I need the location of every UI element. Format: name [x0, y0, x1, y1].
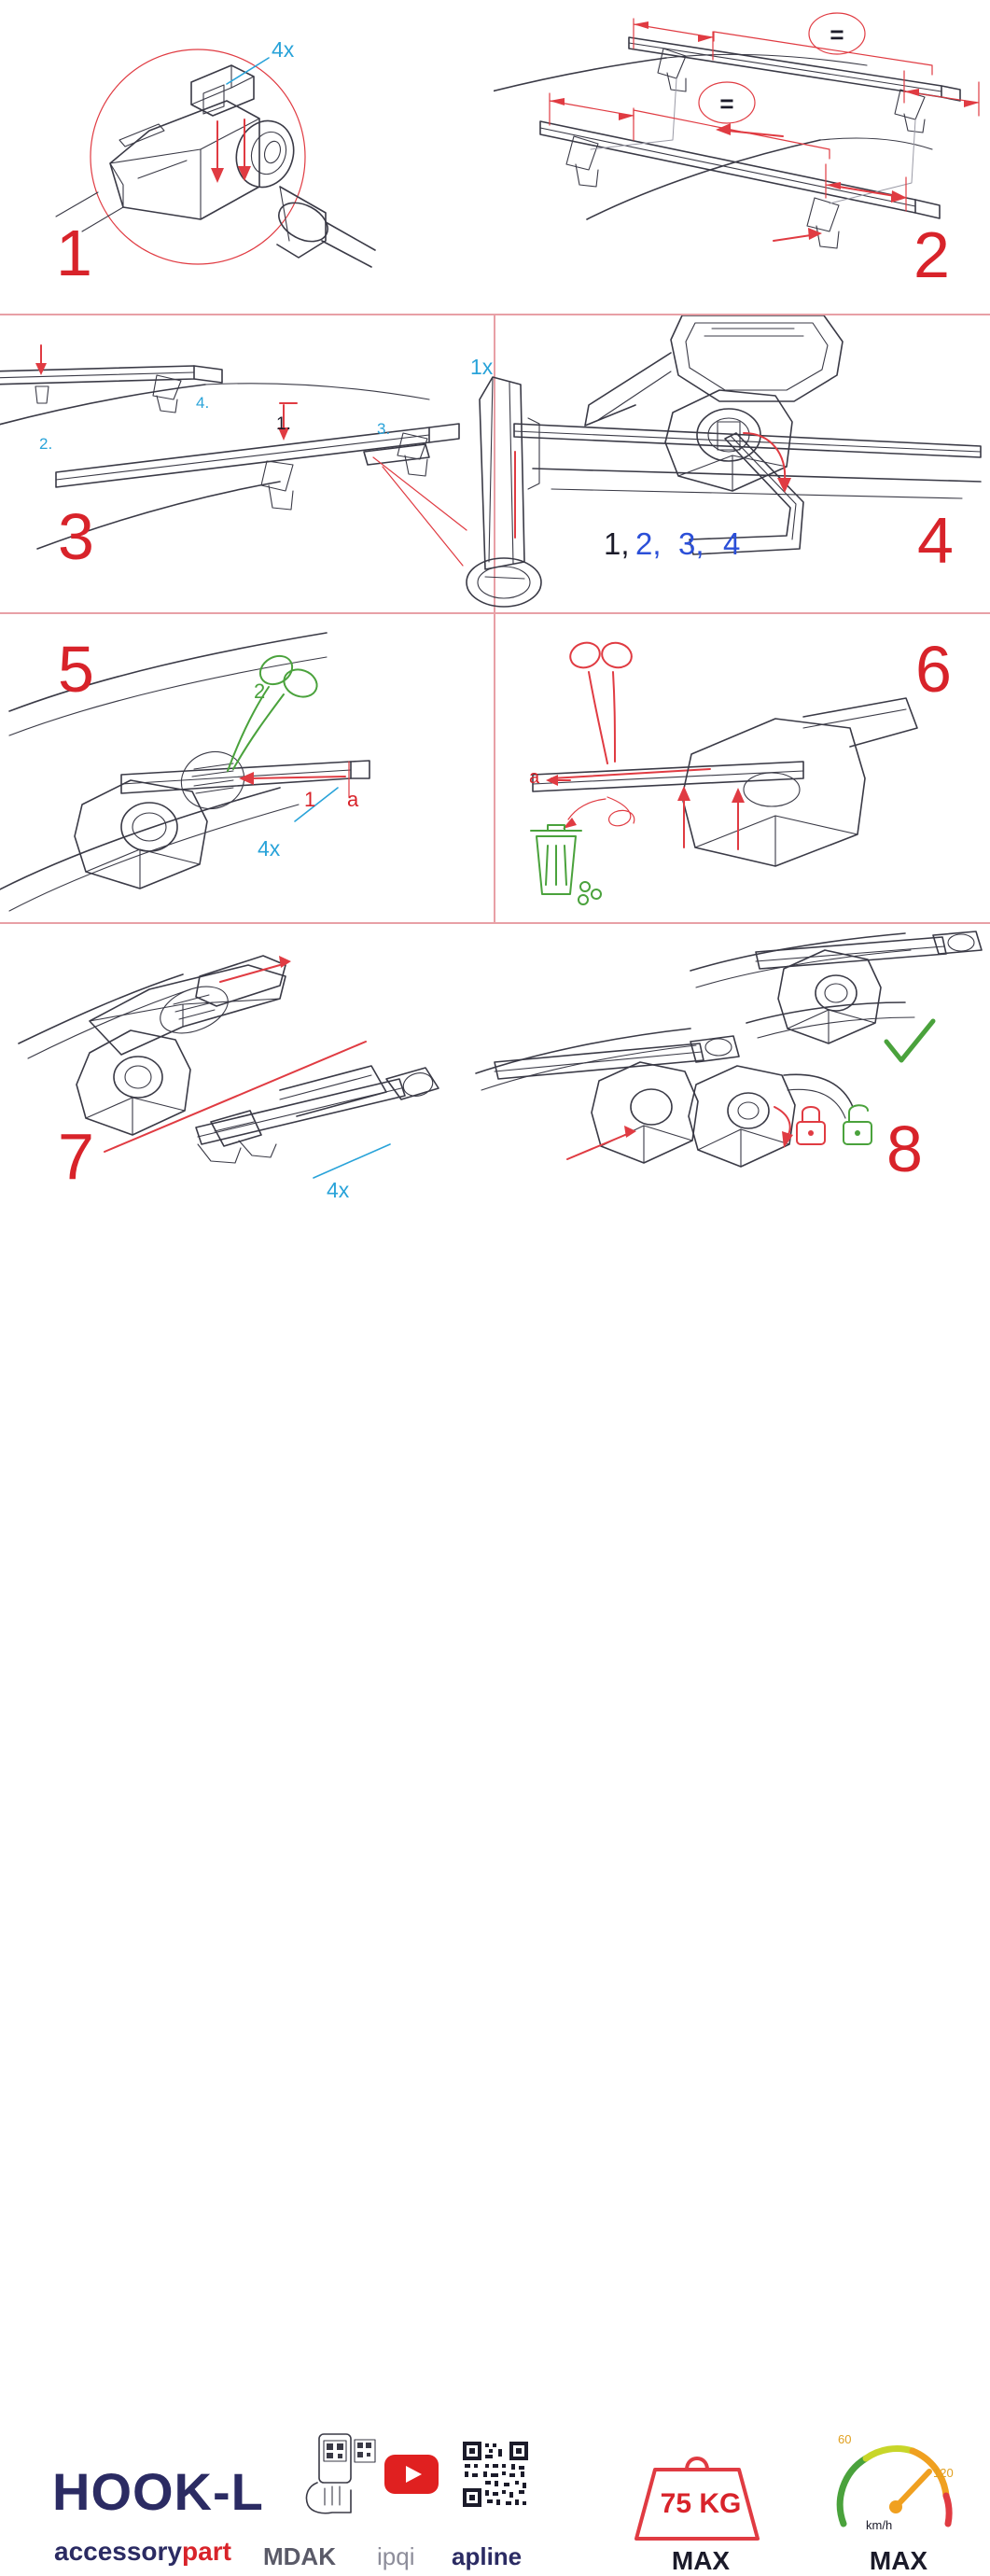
- partner-ipqi: ipqi: [377, 2542, 415, 2570]
- step-3-label-2: 2.: [39, 435, 53, 453]
- step-3-callout-1x: 1x: [470, 355, 494, 379]
- step-3-panel: [0, 315, 494, 612]
- step-1-callout-4x: 4x: [272, 37, 295, 62]
- step-5-label-a: a: [347, 788, 359, 811]
- step-5-label-1: 1: [304, 788, 316, 811]
- step-3-label-3: 3.: [377, 420, 391, 438]
- step-4-panel: [495, 315, 990, 612]
- step-3-label-1: 1.: [276, 414, 291, 434]
- step-5-panel: [0, 614, 494, 922]
- speedometer-icon: [830, 2438, 961, 2537]
- step-4-illustration: [495, 315, 990, 612]
- brand-tagline-accent: part: [182, 2537, 231, 2566]
- step-4-seq-2: 2,: [635, 526, 662, 561]
- qr-code-icon: [461, 2440, 530, 2509]
- step-5-label-2: 2: [254, 679, 266, 703]
- step-2-panel: [494, 0, 990, 314]
- step-4-seq-1: 1,: [604, 526, 630, 561]
- svg-text:=: =: [830, 21, 844, 49]
- step-6-number: 6: [915, 633, 950, 706]
- step-3-number: 3: [58, 500, 92, 573]
- step-7-callout-4x: 4x: [327, 1178, 350, 1202]
- step-1-panel: [0, 0, 494, 314]
- brand-tagline: [54, 2537, 231, 2567]
- step-3-label-4: 4.: [196, 394, 210, 412]
- step-4-seq-3: 3,: [678, 526, 704, 561]
- svg-text:=: =: [719, 90, 734, 118]
- product-title: HOOK-L: [52, 2462, 264, 2521]
- brand-tagline-main: accessory: [54, 2537, 183, 2566]
- step-5-callout-4x: 4x: [258, 836, 281, 861]
- step-5-number: 5: [58, 633, 92, 706]
- speed-max-label: MAX: [869, 2546, 928, 2575]
- weight-value: 75 KG: [660, 2488, 742, 2519]
- step-6-panel: [495, 614, 990, 922]
- speed-unit: km/h: [866, 2518, 893, 2532]
- step-1-number: 1: [56, 217, 91, 289]
- step-8-panel: [467, 924, 990, 1213]
- partner-apline: apline: [452, 2542, 523, 2570]
- speed-tick-120: 120: [933, 2466, 954, 2480]
- step-7-panel: [0, 924, 467, 1213]
- step-7-number: 7: [58, 1120, 92, 1193]
- youtube-icon[interactable]: [384, 2455, 439, 2494]
- step-8-number: 8: [886, 1113, 921, 1185]
- step-2-number: 2: [913, 218, 948, 291]
- speed-tick-60: 60: [838, 2432, 852, 2446]
- weight-max-label: MAX: [671, 2546, 731, 2575]
- qr-scan-hand-icon: [297, 2432, 377, 2516]
- footer: [0, 1213, 990, 2575]
- step-4-number: 4: [917, 504, 952, 577]
- step-4-seq-4: 4: [723, 526, 741, 561]
- partner-mdak: MDAK: [263, 2542, 336, 2570]
- step-6-label-a: a: [529, 767, 540, 788]
